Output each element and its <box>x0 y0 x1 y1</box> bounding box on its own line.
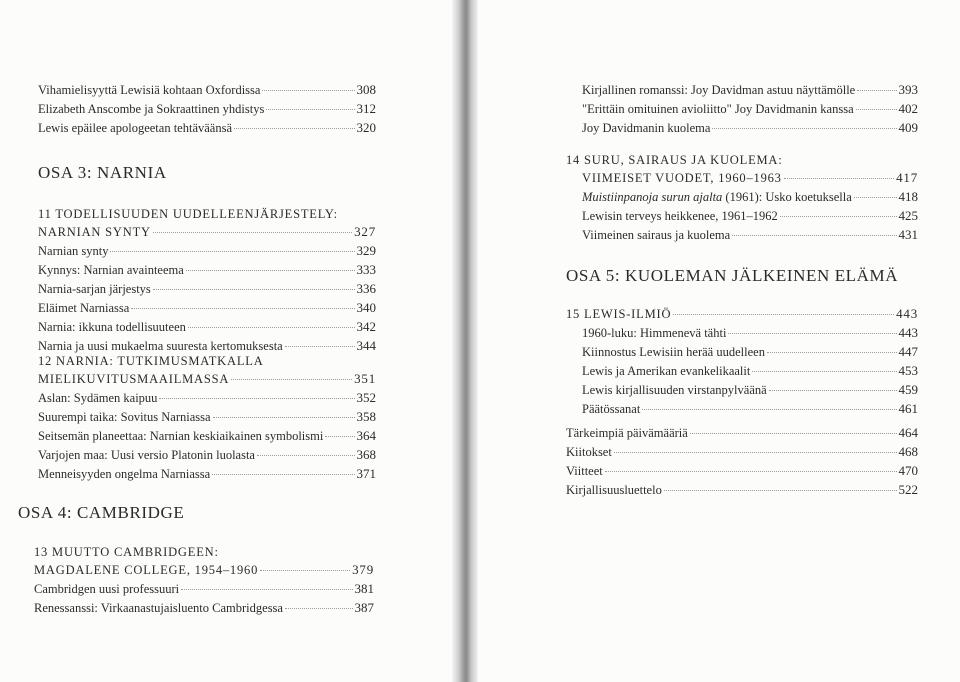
toc-entry: Muistiinpanoja surun ajalta (1961): Usko koetuksella 418 <box>582 189 918 204</box>
toc-entry: Narnia: ikkuna todellisuuteen 342 <box>38 319 376 334</box>
toc-entry: Kirjallisuusluettelo 522 <box>566 482 918 497</box>
toc-entry: Menneisyyden ongelma Narniassa 371 <box>38 466 376 481</box>
chapter-title: 11 TODELLISUUDEN UUDELLEENJÄRJESTELY: <box>38 207 338 221</box>
chapter-12 <box>38 352 376 483</box>
toc-entry: Tärkeimpiä päivämääriä 464 <box>566 425 918 440</box>
toc-entry: Lewisin terveys heikkenee, 1961–1962 425 <box>582 208 918 223</box>
chapter-title: 13 MUUTTO CAMBRIDGEEN: <box>34 545 219 559</box>
chapter-15 <box>566 305 918 418</box>
chapter-title-line: MIELIKUVITUSMAAILMASSA 351 <box>38 371 376 386</box>
toc-entry: Lewis ja Amerikan evankelikaalit 453 <box>582 363 918 378</box>
right-top-entries <box>582 80 918 137</box>
toc-entry: Kynnys: Narnian avainteema 333 <box>38 262 376 277</box>
chapter-title-line: NARNIAN SYNTY 327 <box>38 224 376 239</box>
toc-entry: Kiinnostus Lewisiin herää uudelleen 447 <box>582 344 918 359</box>
toc-entry: Cambridgen uusi professuuri 381 <box>34 581 374 596</box>
chapter-title: 14 SURU, SAIRAUS JA KUOLEMA: <box>566 153 783 167</box>
toc-entry: Kiitokset 468 <box>566 444 918 459</box>
toc-entry: Lewis epäilee apologeetan tehtäväänsä 320 <box>38 120 376 135</box>
part-heading-3: OSA 3: NARNIA <box>38 163 167 182</box>
toc-entry: Lewis kirjallisuuden virstanpylväänä 459 <box>582 382 918 397</box>
chapter-title-line: VIIMEISET VUODET, 1960–1963 417 <box>582 170 918 185</box>
chapter-title-line: 15 LEWIS-ILMIÖ 443 <box>566 306 918 321</box>
chapter-14 <box>566 151 918 244</box>
chapter-14-entries <box>582 169 918 244</box>
toc-entry: Elizabeth Anscombe ja Sokraattinen yhdistys 312 <box>38 101 376 116</box>
part-heading-5: OSA 5: KUOLEMAN JÄLKEINEN ELÄMÄ <box>566 266 899 285</box>
toc-entry: Narnian synty 329 <box>38 243 376 258</box>
toc-entry: Kirjallinen romanssi: Joy Davidman astuu näyttämölle 393 <box>582 82 918 97</box>
toc-entry: Seitsemän planeettaa: Narnian keskiaikainen symbolismi 364 <box>38 428 376 443</box>
book-gutter <box>452 0 478 682</box>
toc-entry: Joy Davidmanin kuolema 409 <box>582 120 918 135</box>
left-top-entries <box>38 80 376 137</box>
toc-entry: Eläimet Narniassa 340 <box>38 300 376 315</box>
chapter-title: 12 NARNIA: TUTKIMUSMATKALLA <box>38 354 264 368</box>
toc-entry: Narnia ja uusi mukaelma suuresta kertomuksesta 344 <box>38 338 376 353</box>
chapter-15-entries <box>582 323 918 418</box>
toc-entry: Varjojen maa: Uusi versio Platonin luolasta 368 <box>38 447 376 462</box>
toc-entry: Päätössanat 461 <box>582 401 918 416</box>
toc-entry: Viitteet 470 <box>566 463 918 478</box>
back-matter <box>566 423 918 499</box>
toc-entry: Viimeinen sairaus ja kuolema 431 <box>582 227 918 242</box>
toc-entry: Suurempi taika: Sovitus Narniassa 358 <box>38 409 376 424</box>
chapter-13 <box>34 543 374 617</box>
chapter-title-line: MAGDALENE COLLEGE, 1954–1960 379 <box>34 562 374 577</box>
part-heading-4: OSA 4: CAMBRIDGE <box>18 503 185 522</box>
toc-entry: Vihamielisyyttä Lewisiä kohtaan Oxfordissa 308 <box>38 82 376 97</box>
toc-entry: Renessanssi: Virkaanastujaisluento Cambridgessa 387 <box>34 600 374 615</box>
toc-entry: 1960-luku: Himmenevä tähti 443 <box>582 325 918 340</box>
toc-entry: "Erittäin omituinen avioliitto" Joy Davidmanin kanssa 402 <box>582 101 918 116</box>
toc-entry: Aslan: Sydämen kaipuu 352 <box>38 390 376 405</box>
toc-entry: Narnia-sarjan järjestys 336 <box>38 281 376 296</box>
chapter-11 <box>38 205 376 355</box>
